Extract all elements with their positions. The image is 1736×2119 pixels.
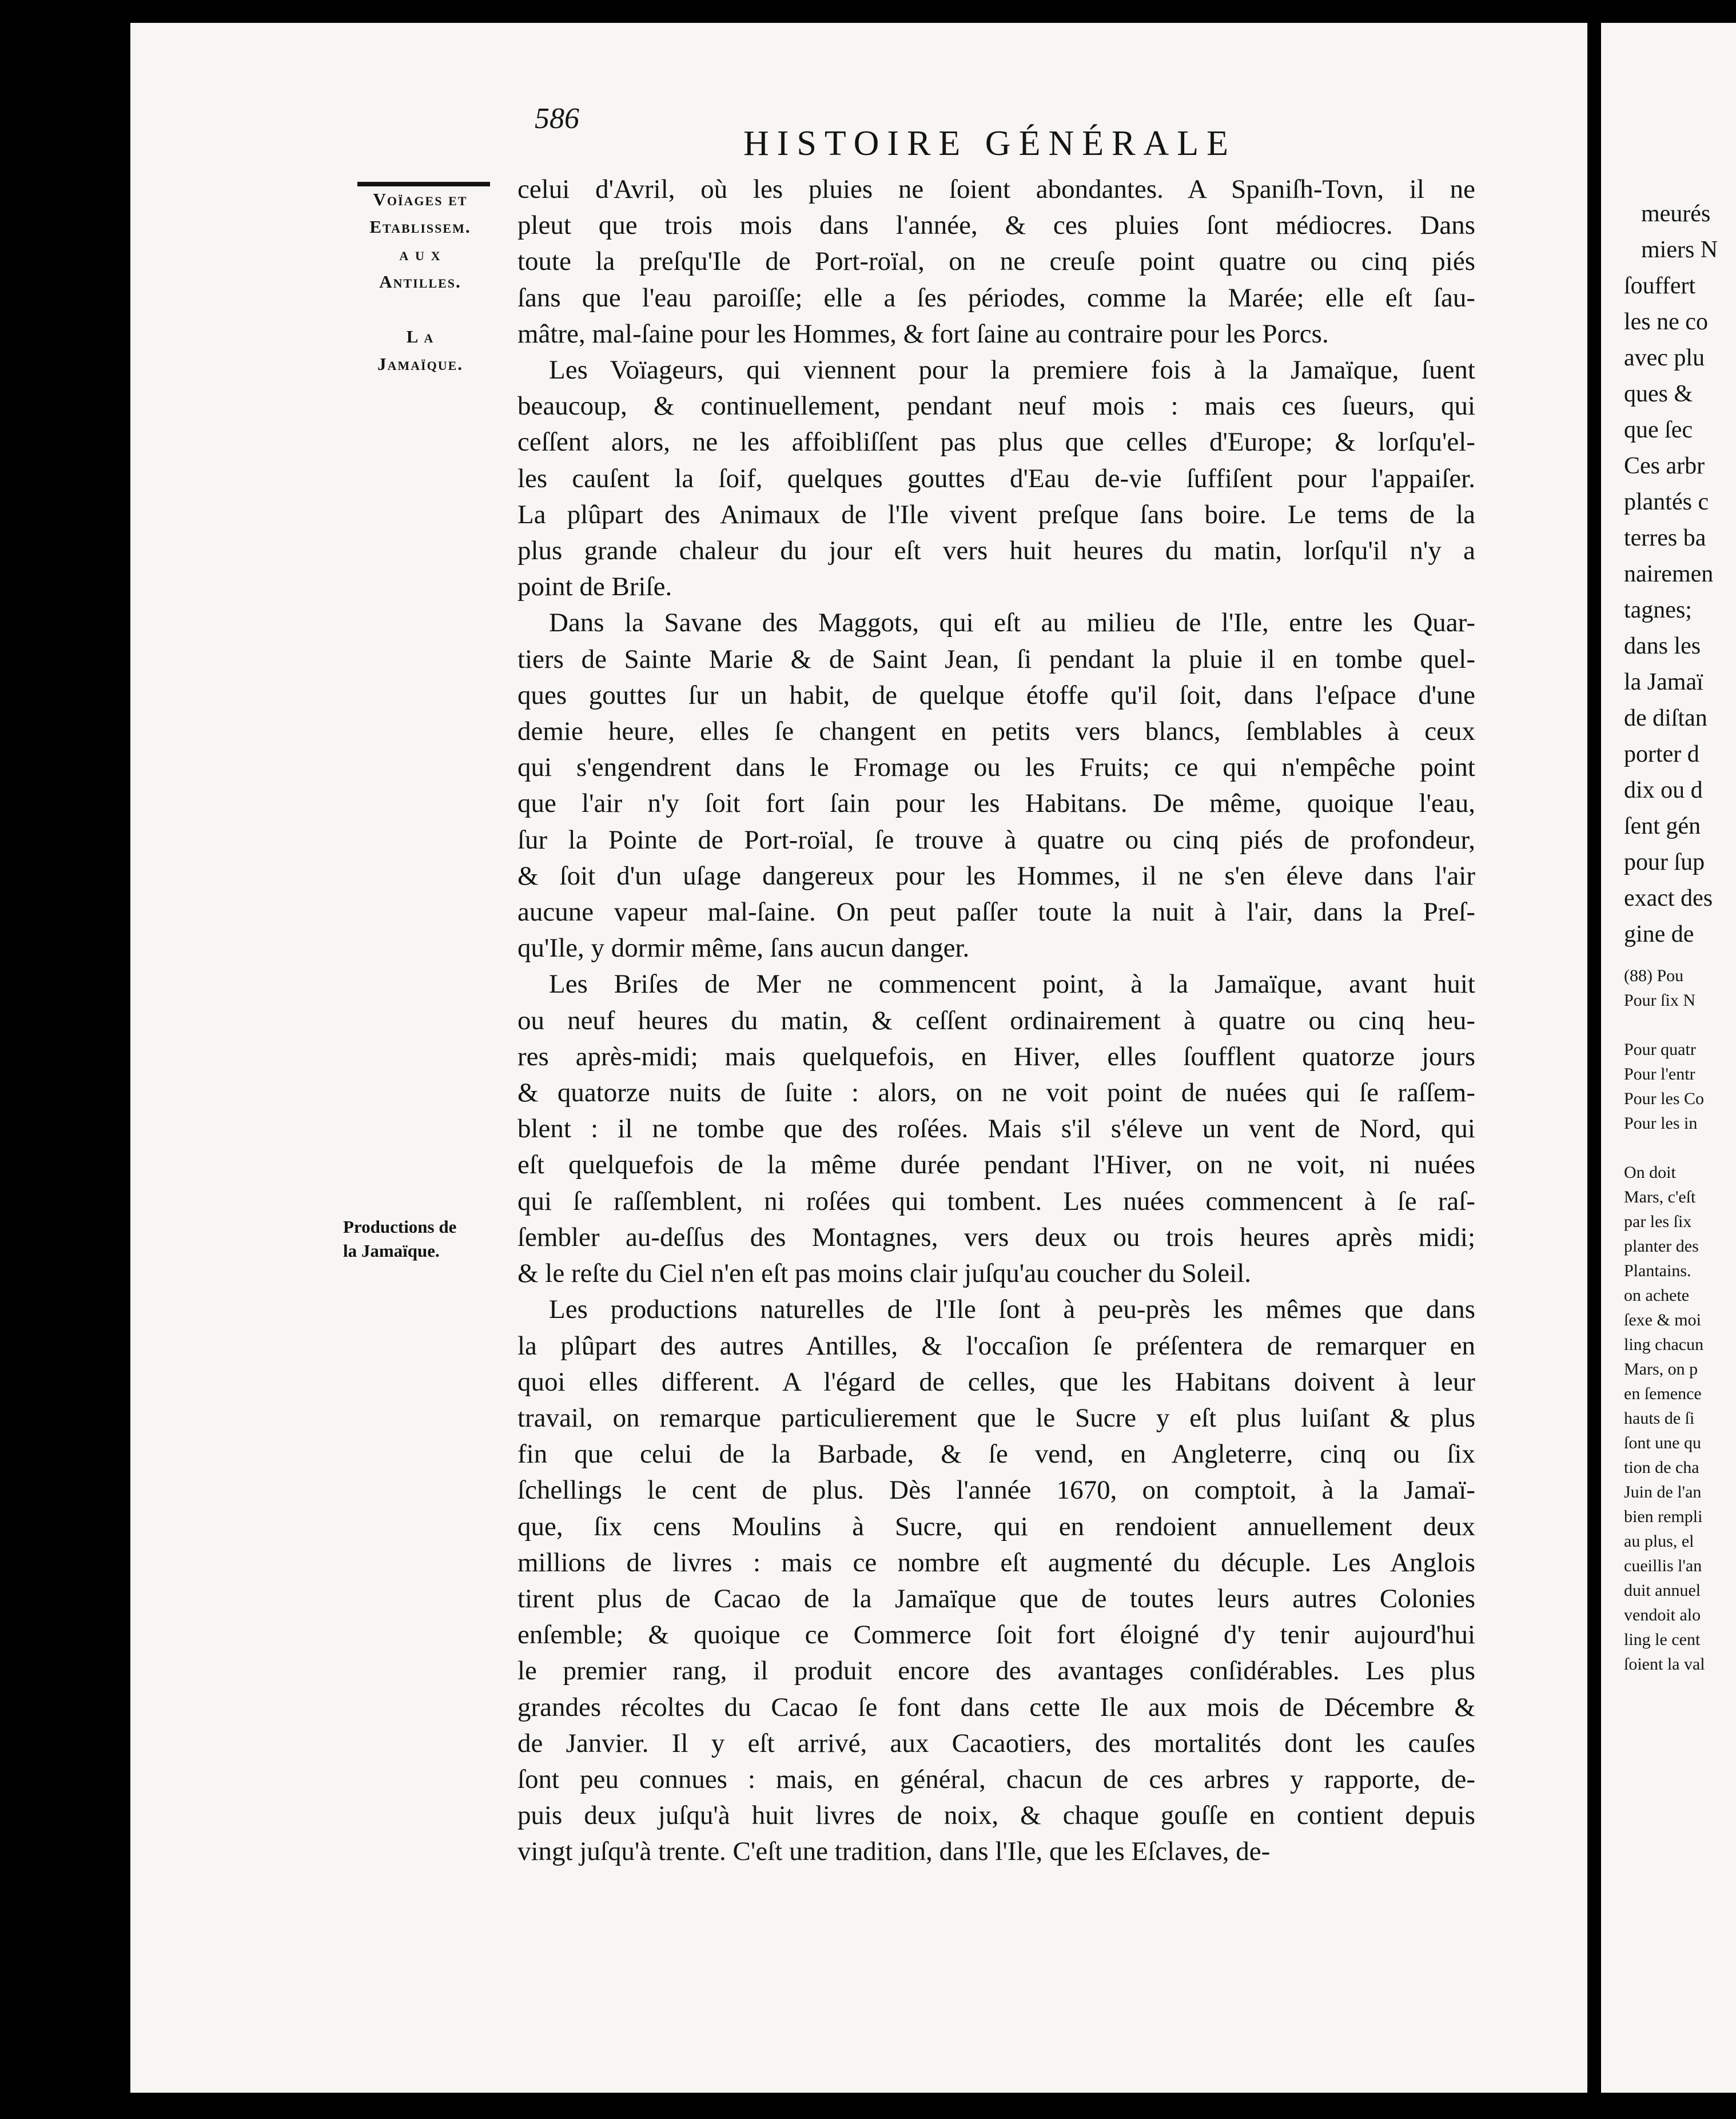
- right-page-note-line: ling chacun: [1624, 1335, 1704, 1354]
- text-line: puis deux juſqu'à huit livres de noix, & chaque gouſſe en contient depuis: [517, 1801, 1475, 1831]
- right-page-note-line: on achete: [1624, 1286, 1690, 1305]
- text-line: que, ſix cens Moulins à Sucre, qui en rendoient annuellement deux: [517, 1511, 1475, 1542]
- text-line: plus grande chaleur du jour eſt vers huit heures du matin, lorſqu'il n'y a: [517, 536, 1475, 566]
- text-line: ſont peu connues : mais, en général, chacun de ces arbres y rapporte, de-: [517, 1764, 1475, 1794]
- text-line: qui s'engendrent dans le Fromage ou les Fruits; ce qui n'empêche point: [517, 752, 1475, 783]
- text-line: fin que celui de la Barbade, & ſe vend, en Angleterre, cinq ou ſix: [517, 1439, 1475, 1469]
- right-page-note-line: en ſemence: [1624, 1384, 1702, 1403]
- text-line: & ſoit d'un uſage dangereux pour les Hommes, il ne s'en éleve dans l'air: [517, 861, 1475, 891]
- right-page-note-line: ſont une qu: [1624, 1433, 1701, 1452]
- right-page-note-line: ling le cent: [1624, 1630, 1701, 1649]
- right-page-line: meurés: [1641, 201, 1711, 227]
- right-page-line: terres ba: [1624, 525, 1706, 551]
- text-line: Les Voïageurs, qui viennent pour la premiere fois à la Jamaïque, ſuent: [549, 355, 1475, 385]
- text-line: celui d'Avril, où les pluies ne ſoient abondantes. A Spaniſh-Tovn, il ne: [517, 174, 1475, 204]
- margin-note-voyages: [343, 186, 497, 378]
- right-page-note-line: ſexe & moi: [1624, 1311, 1701, 1329]
- right-page-line: avec plu: [1624, 345, 1705, 371]
- right-page-line: ques &: [1624, 381, 1693, 407]
- right-page-note-line: bien rempli: [1624, 1507, 1703, 1526]
- right-page-note-line: par les ſix: [1624, 1212, 1692, 1231]
- margin-note-line: Antilles.: [379, 272, 461, 292]
- text-line: travail, on remarque particulierement que le Sucre y eſt plus luiſant & plus: [517, 1403, 1475, 1433]
- text-line: La plûpart des Animaux de l'Ile vivent preſque ſans boire. Le tems de la: [517, 499, 1475, 529]
- right-page-line: gine de: [1624, 921, 1694, 947]
- right-page-note-line: hauts de ſi: [1624, 1409, 1695, 1428]
- paragraph: [517, 172, 1475, 352]
- text-line: eſt quelquefois de la même durée pendant l'Hiver, on ne voit, ni nuées: [517, 1150, 1475, 1180]
- text-line: enſemble; & quoique ce Commerce ſoit fort éloigné d'y tenir aujourd'hui: [517, 1620, 1475, 1650]
- right-page-note-line: Pour ſix N: [1624, 991, 1696, 1010]
- text-line: ſur la Pointe de Port-roïal, ſe trouve à quatre ou cinq piés de profondeur,: [517, 825, 1475, 855]
- right-page-line: que ſec: [1624, 417, 1693, 443]
- right-page-line: dix ou d: [1624, 777, 1703, 803]
- right-page-note-line: Pour l'entr: [1624, 1065, 1695, 1084]
- margin-note-line: Productions de: [343, 1217, 457, 1237]
- right-page-line: nairemen: [1624, 561, 1714, 587]
- right-page-note-line: cueillis l'an: [1624, 1556, 1702, 1575]
- margin-note-line: Voïages et: [373, 189, 468, 209]
- margin-note-line: L a: [406, 326, 435, 346]
- text-line: de Janvier. Il y eſt arrivé, aux Cacaotiers, des mortalités dont les cauſes: [517, 1728, 1475, 1758]
- right-page-note-line: Plantains.: [1624, 1261, 1691, 1280]
- right-page-line: tagnes;: [1624, 597, 1692, 623]
- right-page-note-line: On doit: [1624, 1163, 1676, 1182]
- paragraph: [517, 1292, 1475, 1870]
- text-line: aucune vapeur mal-ſaine. On peut paſſer toute la nuit à l'air, dans la Preſ-: [517, 897, 1475, 927]
- text-line: tiers de Sainte Marie & de Saint Jean, ſi pendant la pluie il en tombe quel-: [517, 644, 1475, 674]
- margin-note-line: Etablissem.: [369, 217, 471, 237]
- right-page-line: ſouffert: [1624, 273, 1696, 299]
- text-line: qui ſe raſſemblent, ni roſées qui tombent. Les nuées commencent à ſe raſ-: [517, 1186, 1475, 1216]
- text-line: quoi elles different. A l'égard de celles, que les Habitans doivent à leur: [517, 1367, 1475, 1397]
- right-page-line: de diſtan: [1624, 705, 1707, 731]
- margin-note-line: a u x: [399, 244, 441, 264]
- paragraph: [517, 352, 1475, 605]
- margin-note-productions: [343, 1215, 497, 1263]
- text-line: demie heure, elles ſe changent en petits vers blancs, ſemblables à ceux: [517, 716, 1475, 747]
- text-line: Les Briſes de Mer ne commencent point, à la Jamaïque, avant huit: [549, 969, 1475, 999]
- right-page-note-line: Mars, c'eſt: [1624, 1188, 1696, 1206]
- running-head: HISTOIRE GÉNÉRALE: [743, 124, 1236, 163]
- text-line: ſans que l'eau paroiſſe; elle a ſes périodes, comme la Marée; elle eſt ſau-: [517, 282, 1475, 313]
- text-line: ſchellings le cent de plus. Dès l'année 1670, on comptoit, à la Jamaï-: [517, 1475, 1475, 1505]
- text-line: point de Briſe.: [517, 572, 672, 602]
- margin-note-line: la Jamaïque.: [343, 1241, 440, 1261]
- text-line: ceſſent alors, ne les affoibliſſent pas plus que celles d'Europe; & lorſqu'el-: [517, 427, 1475, 457]
- right-page-note-line: vendoit alo: [1624, 1606, 1701, 1624]
- text-line: la plûpart des autres Antilles, & l'occaſion ſe préſentera de remarquer en: [517, 1331, 1475, 1361]
- text-line: le premier rang, il produit encore des avantages conſidérables. Les plus: [517, 1656, 1475, 1686]
- right-page-fragment: [1601, 23, 1736, 2093]
- right-page-line: porter d: [1624, 741, 1699, 767]
- right-page-note-line: tion de cha: [1624, 1458, 1699, 1477]
- text-line: toute la preſqu'Ile de Port-roïal, on ne creuſe point quatre ou cinq piés: [517, 246, 1475, 277]
- text-line: blent : il ne tombe que des roſées. Mais s'il s'éleve un vent de Nord, qui: [517, 1114, 1475, 1144]
- right-page-line: la Jamaï: [1624, 669, 1703, 695]
- text-line: les cauſent la ſoif, quelques gouttes d'Eau de-vie ſuffiſent pour l'appaiſer.: [517, 463, 1475, 493]
- page-number: 586: [535, 102, 579, 135]
- text-line: vingt juſqu'à trente. C'eſt une tradition, dans l'Ile, que les Eſclaves, de-: [517, 1837, 1271, 1867]
- right-page-note-line: Pour les Co: [1624, 1089, 1705, 1108]
- right-page-note-line: duit annuel: [1624, 1581, 1701, 1600]
- text-line: mâtre, mal-ſaine pour les Hommes, & fort ſaine au contraire pour les Porcs.: [517, 318, 1329, 349]
- text-line: ques gouttes ſur un habit, de quelque étoffe qu'il ſoit, dans l'eſpace d'une: [517, 680, 1475, 710]
- right-page-line: exact des: [1624, 885, 1713, 911]
- text-line: ou neuf heures du matin, & ceſſent ordinairement à quatre ou cinq heu-: [517, 1005, 1475, 1035]
- margin-note-line: Jamaïque.: [377, 354, 464, 374]
- right-page-line: les ne co: [1624, 309, 1708, 335]
- margin-note-line: [343, 296, 497, 323]
- text-line: tirent plus de Cacao de la Jamaïque que de toutes leurs autres Colonies: [517, 1583, 1475, 1614]
- text-line: qu'Ile, y dormir même, ſans aucun danger.: [517, 933, 970, 963]
- right-page-line: ſent gén: [1624, 813, 1701, 839]
- paragraph: [517, 605, 1475, 966]
- text-line: Dans la Savane des Maggots, qui eſt au milieu de l'Ile, entre les Quar-: [549, 608, 1475, 638]
- right-page-line: Ces arbr: [1624, 453, 1705, 479]
- right-page-note-line: (88) Pou: [1624, 966, 1684, 985]
- right-page-line: pour ſup: [1624, 849, 1705, 875]
- text-line: que l'air n'y ſoit fort ſain pour les Habitans. De même, quoique l'eau,: [517, 788, 1475, 819]
- paragraph: [517, 966, 1475, 1292]
- right-page-note-line: ſoient la val: [1624, 1655, 1705, 1674]
- text-line: & le reſte du Ciel n'en eſt pas moins clair juſqu'au coucher du Soleil.: [517, 1258, 1251, 1289]
- text-line: beaucoup, & continuellement, pendant neuf mois : mais ces ſueurs, qui: [517, 391, 1475, 421]
- text-line: ſembler au-deſſus des Montagnes, vers deux ou trois heures après midi;: [517, 1222, 1475, 1252]
- right-page-note-line: Pour les in: [1624, 1114, 1698, 1133]
- right-page-line: plantés c: [1624, 489, 1709, 515]
- text-line: Les productions naturelles de l'Ile ſont à peu-près les mêmes que dans: [549, 1294, 1475, 1325]
- right-page-line: dans les: [1624, 633, 1701, 659]
- right-page-line: miers N: [1641, 237, 1718, 263]
- right-page-note-line: Juin de l'an: [1624, 1483, 1702, 1501]
- body-text: [517, 172, 1475, 1870]
- text-line: millions de livres : mais ce nombre eſt augmenté du décuple. Les Anglois: [517, 1547, 1475, 1578]
- text-line: pleut que trois mois dans l'année, & ces pluies ſont médiocres. Dans: [517, 210, 1475, 241]
- right-page-note-line: Mars, on p: [1624, 1360, 1698, 1379]
- text-line: grandes récoltes du Cacao ſe font dans cette Ile aux mois de Décembre &: [517, 1692, 1475, 1722]
- right-page-note-line: planter des: [1624, 1237, 1699, 1256]
- text-line: & quatorze nuits de ſuite : alors, on ne voit point de nuées qui ſe raſſem-: [517, 1078, 1475, 1108]
- right-page-note-line: au plus, el: [1624, 1532, 1694, 1551]
- right-page-note-line: Pour quatr: [1624, 1040, 1696, 1059]
- text-line: res après-midi; mais quelquefois, en Hiver, elles ſoufflent quatorze jours: [517, 1041, 1475, 1072]
